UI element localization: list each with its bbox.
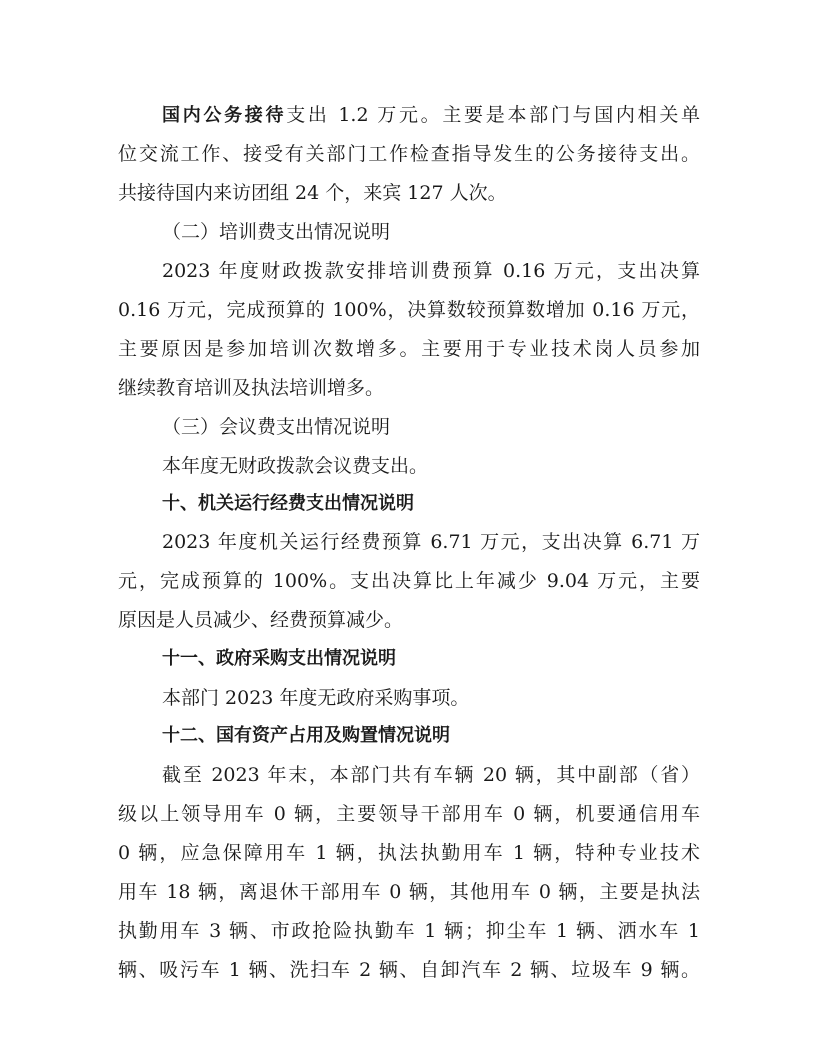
paragraph-line: 2023 年度机关运行经费预算 6.71 万元，支出决算 6.71 万 xyxy=(162,531,700,553)
paragraph-line: 执勤用车 3 辆、市政抢险执勤车 1 辆；抑尘车 1 辆、洒水车 1 xyxy=(118,920,700,942)
paragraph-line: 继续教育培训及执法培训增多。 xyxy=(118,377,385,399)
paragraph-line: 用车 18 辆，离退休干部用车 0 辆，其他用车 0 辆，主要是执法 xyxy=(118,881,700,903)
paragraph-line: 0 辆，应急保障用车 1 辆，执法执勤用车 1 辆，特种专业技术 xyxy=(118,842,700,864)
paragraph-text: 支出 1.2 万元。主要是本部门与国内相关单 xyxy=(286,104,700,126)
paragraph-line: 级以上领导用车 0 辆，主要领导干部用车 0 辆，机要通信用车 xyxy=(118,803,700,825)
paragraph-line: 截至 2023 年末，本部门共有车辆 20 辆，其中副部（省） xyxy=(162,764,700,786)
paragraph-line: 元，完成预算的 100%。支出决算比上年减少 9.04 万元，主要 xyxy=(118,570,700,592)
paragraph-line: 2023 年度财政拨款安排培训费预算 0.16 万元，支出决算 xyxy=(162,260,700,282)
paragraph-line: 位交流工作、接受有关部门工作检查指导发生的公务接待支出。 xyxy=(118,143,700,165)
paragraph-line: 共接待国内来访团组 24 个，来宾 127 人次。 xyxy=(118,182,507,204)
paragraph-line: 原因是人员减少、经费预算减少。 xyxy=(118,609,404,631)
paragraph-line: 辆、吸污车 1 辆、洗扫车 2 辆、自卸汽车 2 辆、垃圾车 9 辆。 xyxy=(118,959,700,981)
section-heading: 十一、政府采购支出情况说明 xyxy=(162,648,396,669)
paragraph-line: 本年度无财政拨款会议费支出。 xyxy=(162,455,429,477)
paragraph-line: 本部门 2023 年度无政府采购事项。 xyxy=(162,687,470,709)
bold-lead-text: 国内公务接待 xyxy=(162,105,287,126)
paragraph-line xyxy=(162,103,700,127)
section-heading: 十二、国有资产占用及购置情况说明 xyxy=(162,725,450,746)
subsection-heading: （三）会议费支出情况说明 xyxy=(162,416,391,438)
paragraph-line: 主要原因是参加培训次数增多。主要用于专业技术岗人员参加 xyxy=(118,338,700,360)
subsection-heading: （二）培训费支出情况说明 xyxy=(162,221,391,243)
paragraph-line: 0.16 万元，完成预算的 100%，决算数较预算数增加 0.16 万元， xyxy=(118,299,700,321)
section-heading: 十、机关运行经费支出情况说明 xyxy=(162,493,414,514)
